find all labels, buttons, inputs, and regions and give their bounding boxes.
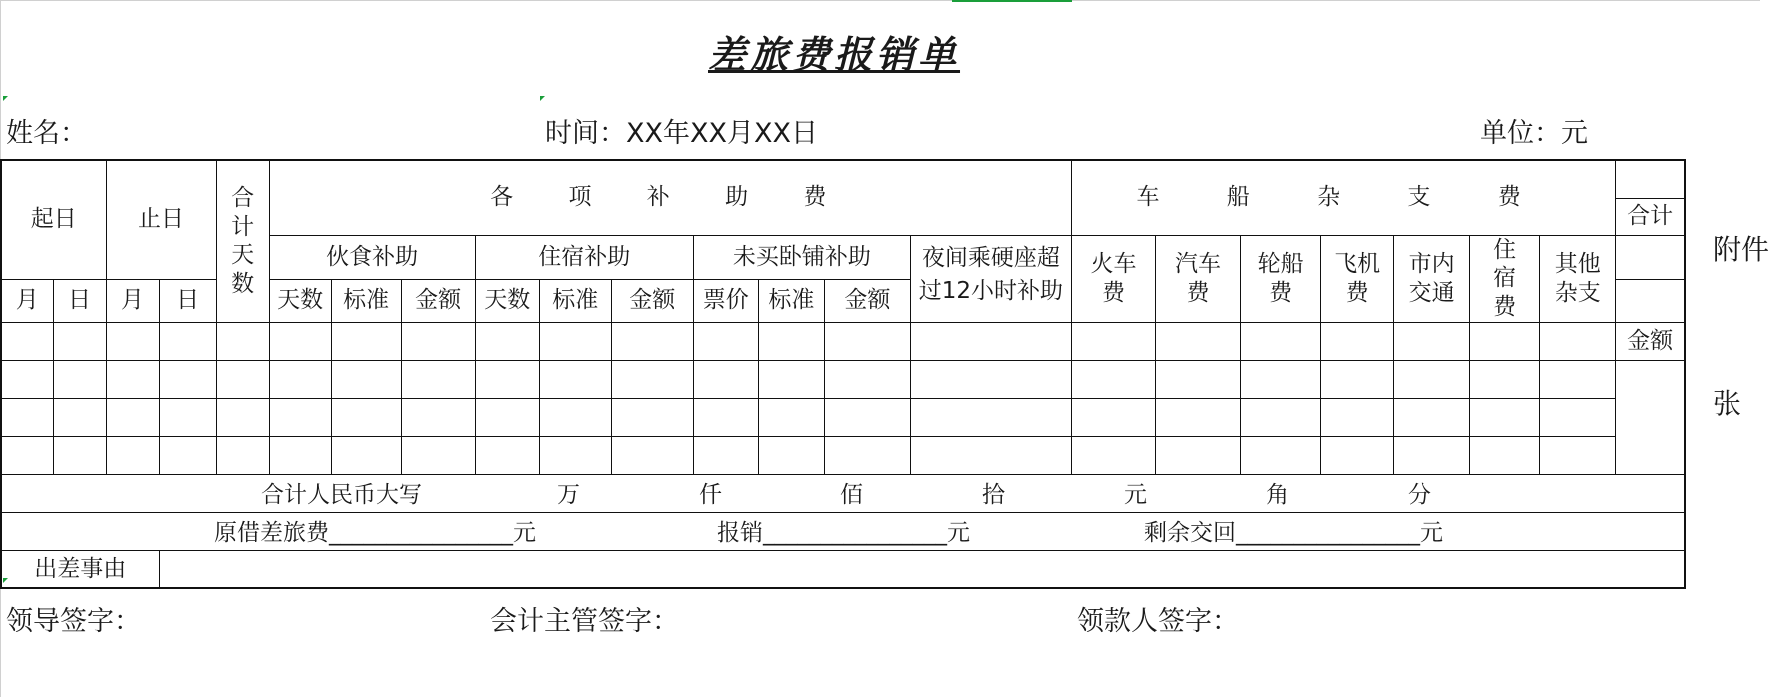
cell[interactable]	[106, 360, 159, 398]
end-day-header: 日	[159, 279, 216, 322]
cell[interactable]	[106, 398, 159, 436]
cell[interactable]	[401, 360, 475, 398]
cell[interactable]	[216, 360, 269, 398]
cell[interactable]	[824, 322, 910, 360]
original-loan-field: 原借差旅费________________元	[214, 519, 536, 546]
cell[interactable]	[159, 360, 216, 398]
cell[interactable]	[401, 322, 475, 360]
form-title: 差旅费报销单	[708, 32, 961, 77]
cell[interactable]	[539, 360, 611, 398]
reimbursed-field: 报销________________元	[717, 519, 970, 546]
cell[interactable]	[159, 322, 216, 360]
local-transport-header: 市内交通	[1394, 235, 1470, 322]
start-day-header: 日	[53, 279, 106, 322]
cell[interactable]	[331, 436, 401, 474]
cell[interactable]	[331, 398, 401, 436]
cell[interactable]	[1470, 398, 1540, 436]
cell[interactable]	[758, 436, 824, 474]
lodging-amount-header: 金额	[611, 279, 693, 322]
cell[interactable]	[475, 398, 539, 436]
cell[interactable]	[53, 322, 106, 360]
leader-signature-label: 领导签字：	[6, 606, 141, 637]
unit-bai: 佰	[840, 481, 863, 508]
cell[interactable]	[53, 398, 106, 436]
cell[interactable]	[1, 436, 53, 474]
sleeper-standard-header: 标准	[758, 279, 824, 322]
total-amount-cell[interactable]	[1616, 360, 1685, 474]
cell[interactable]	[1156, 436, 1241, 474]
plane-fee-header: 飞机费	[1321, 235, 1394, 322]
cell[interactable]	[611, 360, 693, 398]
lodging-standard-header: 标准	[539, 279, 611, 322]
meal-standard-header: 标准	[331, 279, 401, 322]
cell[interactable]	[693, 436, 758, 474]
end-date-header: 止日	[106, 160, 216, 279]
cell[interactable]	[1071, 322, 1155, 360]
accountant-signature-label: 会计主管签字：	[490, 606, 679, 637]
unit-label: 单位：元	[1480, 118, 1588, 149]
remaining-returned-field: 剩余交回________________元	[1144, 519, 1443, 546]
cell[interactable]	[106, 436, 159, 474]
cell[interactable]	[824, 398, 910, 436]
unit-shi: 拾	[982, 481, 1005, 508]
other-fee-header: 其他杂支	[1540, 235, 1616, 322]
unit-yuan: 元	[1124, 481, 1147, 508]
cell[interactable]	[1241, 360, 1321, 398]
loan-row[interactable]	[1, 512, 1685, 550]
cell[interactable]	[910, 398, 1071, 436]
cell[interactable]	[1470, 322, 1540, 360]
cell[interactable]	[1, 322, 53, 360]
cell[interactable]	[269, 436, 331, 474]
attachment-label: 附件	[1713, 233, 1769, 266]
meal-days-header: 天数	[269, 279, 331, 322]
rmb-total-row[interactable]	[1, 474, 1685, 512]
cell[interactable]	[269, 398, 331, 436]
cell[interactable]	[1071, 398, 1155, 436]
meal-amount-header: 金额	[401, 279, 475, 322]
cell[interactable]	[331, 360, 401, 398]
cell[interactable]	[1321, 360, 1394, 398]
attachment-unit: 张	[1713, 387, 1742, 420]
cell[interactable]	[539, 322, 611, 360]
cell[interactable]	[53, 360, 106, 398]
cell[interactable]	[53, 436, 106, 474]
sleeper-amount-header: 金额	[824, 279, 910, 322]
cell[interactable]	[539, 398, 611, 436]
sleeper-subsidy-header: 未买卧铺补助	[693, 235, 910, 279]
bus-fee-header: 汽车费	[1156, 235, 1241, 322]
cell[interactable]	[401, 398, 475, 436]
cell[interactable]	[758, 322, 824, 360]
blank-cell	[1616, 160, 1685, 198]
lodging-subsidy-header: 住宿补助	[475, 235, 693, 279]
cell[interactable]	[269, 360, 331, 398]
trip-reason-label: 出差事由	[1, 550, 159, 588]
total-header: 合计	[1616, 198, 1685, 235]
amount-label: 金额	[1616, 322, 1685, 360]
cell[interactable]	[1540, 436, 1616, 474]
cell[interactable]	[216, 322, 269, 360]
cell[interactable]	[475, 436, 539, 474]
cell[interactable]	[693, 360, 758, 398]
receiver-signature-label: 领款人签字：	[1077, 606, 1239, 637]
cell[interactable]	[1394, 436, 1470, 474]
cell[interactable]	[693, 322, 758, 360]
cell[interactable]	[1394, 322, 1470, 360]
cell[interactable]	[1241, 436, 1321, 474]
cell[interactable]	[1394, 398, 1470, 436]
blank-cell	[1616, 279, 1685, 322]
cell[interactable]	[758, 398, 824, 436]
cell[interactable]	[910, 360, 1071, 398]
cell-corner-marker	[540, 96, 545, 101]
cell[interactable]	[824, 360, 910, 398]
cell[interactable]	[216, 398, 269, 436]
cell[interactable]	[693, 398, 758, 436]
unit-jiao: 角	[1266, 481, 1289, 508]
blank-cell	[1616, 235, 1685, 279]
cell[interactable]	[475, 360, 539, 398]
cell[interactable]	[1071, 436, 1155, 474]
cell[interactable]	[910, 322, 1071, 360]
cell[interactable]	[1156, 398, 1241, 436]
expense-table	[0, 159, 1686, 589]
cell[interactable]	[331, 322, 401, 360]
cell[interactable]	[1156, 322, 1241, 360]
ship-fee-header: 轮船费	[1241, 235, 1321, 322]
hotel-fee-header: 住宿费	[1470, 235, 1540, 322]
cell[interactable]	[159, 398, 216, 436]
cell[interactable]	[1470, 436, 1540, 474]
cell[interactable]	[611, 436, 693, 474]
night-subsidy-label: 夜间乘硬座超过12小时补助	[918, 245, 1064, 305]
cell[interactable]	[1540, 360, 1616, 398]
night-subsidy-header	[910, 235, 1071, 322]
cell[interactable]	[910, 436, 1071, 474]
cell[interactable]	[1241, 322, 1321, 360]
cell[interactable]	[1156, 360, 1241, 398]
cell[interactable]	[401, 436, 475, 474]
cell[interactable]	[106, 322, 159, 360]
cell[interactable]	[1540, 398, 1616, 436]
cell[interactable]	[1540, 322, 1616, 360]
cell[interactable]	[539, 436, 611, 474]
unit-fen: 分	[1408, 481, 1431, 508]
cell[interactable]	[824, 436, 910, 474]
cell[interactable]	[758, 360, 824, 398]
unit-qian: 仟	[699, 481, 722, 508]
unit-wan: 万	[557, 481, 580, 508]
lodging-days-header: 天数	[475, 279, 539, 322]
subsidy-group-header: 各 项 补 助 费	[269, 160, 1071, 235]
start-month-header: 月	[1, 279, 53, 322]
cell[interactable]	[1, 360, 53, 398]
cell[interactable]	[1, 398, 53, 436]
end-month-header: 月	[106, 279, 159, 322]
rmb-total-label: 合计人民币大写	[261, 481, 422, 508]
cell[interactable]	[1394, 360, 1470, 398]
cell[interactable]	[1071, 360, 1155, 398]
time-label: 时间：XX年XX月XX日	[545, 118, 818, 149]
transport-group-header: 车 船 杂 支 费	[1071, 160, 1615, 235]
start-date-header: 起日	[1, 160, 106, 279]
selection-marker	[952, 0, 1072, 2]
train-fee-header: 火车费	[1071, 235, 1155, 322]
cell[interactable]	[1241, 398, 1321, 436]
cell-corner-marker	[3, 96, 8, 101]
cell[interactable]	[216, 436, 269, 474]
cell[interactable]	[1321, 322, 1394, 360]
name-label: 姓名：	[6, 118, 87, 149]
cell[interactable]	[1470, 360, 1540, 398]
cell[interactable]	[1321, 398, 1394, 436]
cell[interactable]	[1321, 436, 1394, 474]
cell[interactable]	[611, 322, 693, 360]
cell[interactable]	[269, 322, 331, 360]
ticket-price-header: 票价	[693, 279, 758, 322]
meal-subsidy-header: 伙食补助	[269, 235, 475, 279]
cell[interactable]	[475, 322, 539, 360]
total-days-header: 合计天数	[216, 160, 269, 322]
cell[interactable]	[159, 436, 216, 474]
trip-reason-cell[interactable]	[159, 550, 1685, 588]
cell[interactable]	[611, 398, 693, 436]
